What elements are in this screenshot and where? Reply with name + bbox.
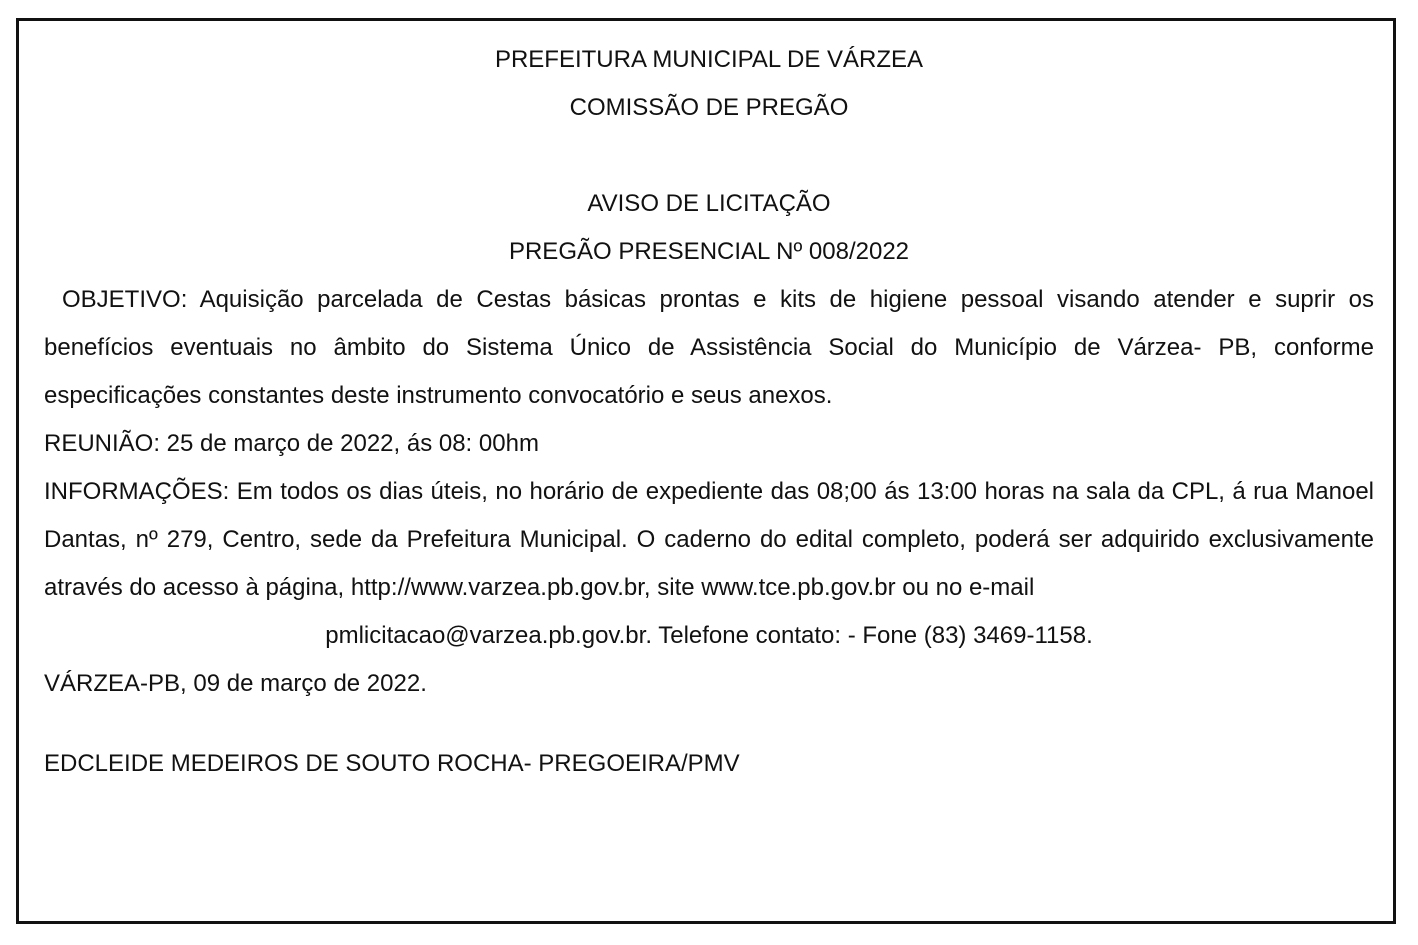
- notice-title: AVISO DE LICITAÇÃO: [587, 190, 831, 217]
- place-date: VÁRZEA-PB, 09 de março de 2022.: [44, 670, 427, 697]
- notice-content: [44, 36, 1374, 788]
- municipality-title: PREFEITURA MUNICIPAL DE VÁRZEA: [494, 46, 924, 73]
- commission-title: COMISSÃO DE PREGÃO: [569, 94, 849, 121]
- spacer: [44, 132, 1374, 180]
- information-paragraph: INFORMAÇÕES: Em todos os dias úteis, no horário de expediente das 08;00 ás 13:00 horas na sala da CPL, á rua Manoel Dantas, nº 279, Centro, sede da Prefeitura Municipal. O caderno do edital completo, poderá ser adquirido exclusivamente através do acesso à página, http://www.varzea.pb.gov.br, site www.tce.pb.gov.br ou no e-mail: [44, 478, 1374, 601]
- meeting-date: REUNIÃO: 25 de março de 2022, ás 08: 00hm: [44, 430, 539, 457]
- contact-line: pmlicitacao@varzea.pb.gov.br. Telefone contato: - Fone (83) 3469-1158.: [325, 622, 1093, 649]
- spacer: [44, 708, 1374, 740]
- signature-line: EDCLEIDE MEDEIROS DE SOUTO ROCHA- PREGOEIRA/PMV: [44, 750, 740, 777]
- notice-subtitle: PREGÃO PRESENCIAL Nº 008/2022: [508, 238, 910, 265]
- objective-paragraph: OBJETIVO: Aquisição parcelada de Cestas básicas prontas e kits de higiene pessoal visando atender e suprir os benefícios eventuais no âmbito do Sistema Único de Assistência Social do Município de Várzea- PB, conforme especificações constantes deste instrumento convocatório e seus anexos.: [44, 286, 1374, 409]
